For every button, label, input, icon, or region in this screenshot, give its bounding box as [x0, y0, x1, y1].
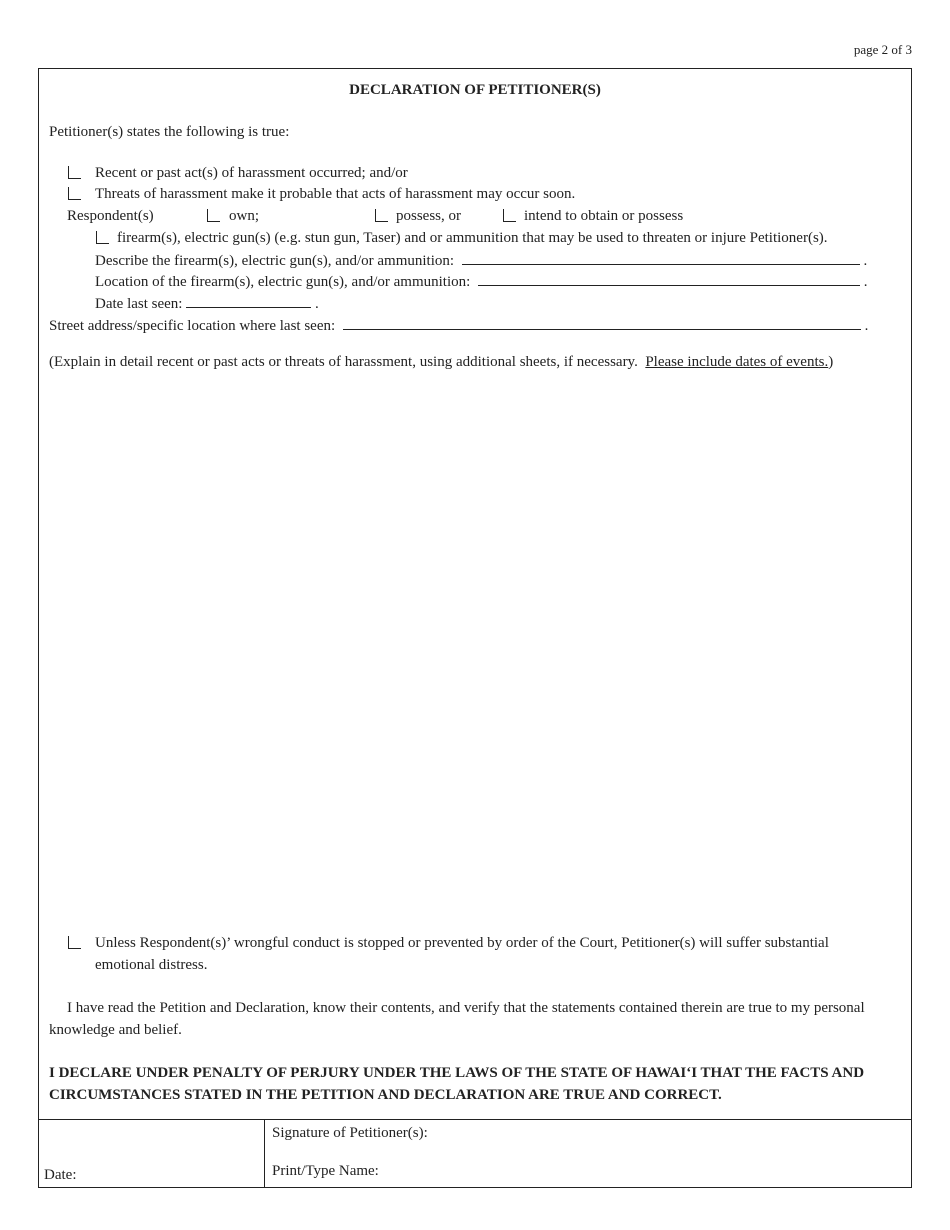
possess-checkbox[interactable]: [375, 209, 388, 222]
respondent-label: Respondent(s): [67, 208, 154, 224]
street-address-label: Street address/specific location where last seen:: [49, 318, 336, 334]
describe-input-line[interactable]: [462, 251, 860, 265]
explain-close: ): [828, 354, 834, 370]
location-field-row: [95, 272, 868, 291]
date-last-seen-row: [95, 294, 319, 313]
distress-label-line2: emotional distress.: [95, 957, 208, 973]
firearms-checkbox[interactable]: [96, 231, 109, 244]
possess-label: possess, or: [396, 208, 462, 224]
signature-section: [39, 1119, 911, 1187]
street-address-period: .: [864, 318, 869, 334]
describe-period: .: [863, 253, 868, 269]
explain-instructions: [49, 353, 833, 371]
intro-text: Petitioner(s) states the following is true:: [49, 124, 290, 140]
describe-field-row: [95, 251, 867, 270]
intend-checkbox[interactable]: [503, 209, 516, 222]
threats-checkbox[interactable]: [68, 187, 81, 200]
date-last-seen-period: .: [314, 296, 319, 312]
threats-label: Threats of harassment make it probable that acts of harassment may occur soon.: [95, 186, 576, 202]
location-input-line[interactable]: [478, 272, 860, 286]
firearms-label: firearm(s), electric gun(s) (e.g. stun gun, Taser) and or ammunition that may be used to threaten or injure Petitioner(s).: [117, 230, 828, 246]
own-label: own;: [229, 208, 259, 224]
distress-label-line1: Unless Respondent(s)’ wrongful conduct is stopped or prevented by order of the Court, Petitioner(s) will suffer substantial: [95, 935, 829, 951]
street-address-row: [49, 316, 868, 335]
form-title: DECLARATION OF PETITIONER(S): [349, 82, 601, 98]
street-address-input-line[interactable]: [343, 316, 861, 330]
own-checkbox[interactable]: [207, 209, 220, 222]
signature-label: Signature of Petitioner(s):: [272, 1125, 428, 1141]
date-label: Date:: [44, 1167, 77, 1183]
page-number: page 2 of 3: [853, 42, 912, 57]
declaration-form: [38, 68, 912, 1188]
recent-acts-label: Recent or past act(s) of harassment occurred; and/or: [95, 165, 408, 181]
intend-label: intend to obtain or possess: [524, 208, 684, 224]
distress-checkbox[interactable]: [68, 936, 81, 949]
verification-line2: knowledge and belief.: [49, 1022, 182, 1038]
describe-label: Describe the firearm(s), electric gun(s), and/or ammunition:: [95, 253, 455, 269]
explain-dates-note: Please include dates of events.: [645, 354, 829, 370]
print-name-label: Print/Type Name:: [272, 1163, 379, 1179]
recent-acts-checkbox[interactable]: [68, 166, 81, 179]
verification-line1: I have read the Petition and Declaration, know their contents, and verify that the statements contained therein are true to my personal: [67, 1000, 865, 1016]
explanation-area[interactable]: [49, 381, 901, 921]
date-last-seen-input-line[interactable]: [186, 294, 311, 308]
signature-divider: [264, 1120, 265, 1188]
perjury-declaration-line1: I DECLARE UNDER PENALTY OF PERJURY UNDER THE LAWS OF THE STATE OF HAWAI‘I THAT THE FACTS AND: [49, 1065, 865, 1081]
date-last-seen-label: Date last seen:: [95, 296, 183, 312]
perjury-declaration-line2: CIRCUMSTANCES STATED IN THE PETITION AND DECLARATION ARE TRUE AND CORRECT.: [49, 1087, 722, 1103]
explain-text: (Explain in detail recent or past acts or threats of harassment, using additional sheets, if necessary.: [49, 354, 638, 370]
location-label: Location of the firearm(s), electric gun(s), and/or ammunition:: [95, 274, 471, 290]
location-period: .: [863, 274, 868, 290]
